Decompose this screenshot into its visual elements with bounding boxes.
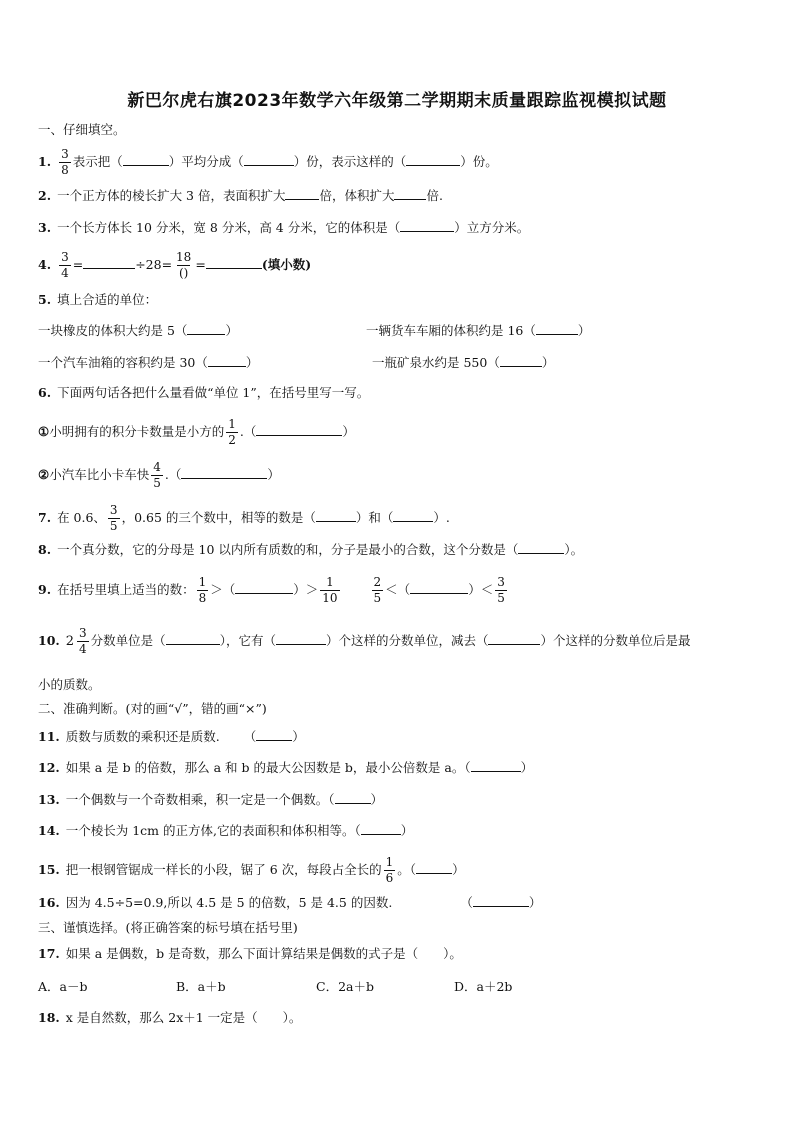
answer-blank[interactable]	[235, 580, 293, 594]
fraction: $\frac{3}{4}$	[61, 250, 69, 280]
answer-blank[interactable]	[488, 631, 540, 645]
fraction: $\frac{1}{2}$	[228, 417, 236, 447]
question-18: 18. x 是自然数，那么 2x＋1 一定是（ ）。	[38, 1010, 302, 1025]
q6-item-1: ①小明拥有的积分卡数量是小方的 $\frac{1}{2}$ .（ ）	[38, 417, 355, 447]
q5-item-b: 一辆货车车厢的体积约是 16（ ）	[366, 323, 591, 338]
fraction: $\frac{3}{5}$	[109, 503, 118, 533]
fraction: $\frac{3}{8}$	[61, 147, 69, 177]
answer-blank[interactable]	[187, 321, 225, 335]
section-heading-judge: 二、准确判断。(对的画“√”，错的画“×”)	[38, 701, 267, 716]
section-heading-choice: 三、谨慎选择。(将正确答案的标号填在括号里)	[38, 920, 298, 935]
q6-item-2: ②小汽车比小卡车快 $\frac{4}{5}$ .（ ）	[38, 460, 280, 490]
question-9: 9. 在括号里填上适当的数： $\frac{1}{8}$ ＞（ ）＞ $\frac{1}{10}$ $\frac{2}{5}$ ＜（ ）＜ $\frac{3}{5}$	[38, 575, 505, 605]
answer-blank[interactable]	[166, 631, 220, 645]
answer-blank[interactable]	[285, 186, 319, 200]
fraction: $\frac{1}{10}$	[322, 575, 338, 605]
fraction: $\frac{1}{6}$	[385, 855, 394, 885]
question-5: 5. 填上合适的单位：	[38, 292, 158, 307]
answer-blank[interactable]	[416, 860, 452, 874]
answer-blank[interactable]	[83, 255, 135, 269]
answer-blank[interactable]	[394, 186, 426, 200]
question-8: 8. 一个真分数，它的分母是 10 以内所有质数的和，分子是最小的合数，这个分数是（ ）。	[38, 542, 584, 557]
answer-blank[interactable]	[406, 152, 460, 166]
question-12: 12. 如果 a 是 b 的倍数，那么 a 和 b 的最大公因数是 b，最小公倍数是 a。（ ）	[38, 760, 534, 775]
fraction: $\frac{4}{5}$	[153, 460, 161, 490]
option-b[interactable]: B．a＋b	[176, 979, 226, 994]
answer-blank[interactable]	[123, 152, 169, 166]
question-1: 1. $\frac{3}{8}$ 表示把（ ）平均分成（ ）份，表示这样的（ ）份。	[38, 147, 498, 177]
question-7: 7. 在 0.6、 $\frac{3}{5}$ ，0.65 的三个数中，相等的数是（ ）和（ ）.	[38, 503, 450, 533]
answer-blank[interactable]	[361, 821, 401, 835]
question-14: 14. 一个棱长为 1cm 的正方体,它的表面积和体积相等。（ ）	[38, 823, 414, 838]
option-c[interactable]: C．2a＋b	[316, 979, 374, 994]
answer-blank[interactable]	[244, 152, 294, 166]
q5-item-d: 一瓶矿泉水约是 550（ ）	[372, 355, 555, 370]
answer-blank[interactable]	[518, 540, 564, 554]
question-11: 11. 质数与质数的乘积还是质数. （ ）	[38, 729, 305, 744]
question-13: 13. 一个偶数与一个奇数相乘，积一定是一个偶数。（ ）	[38, 792, 384, 807]
answer-blank[interactable]	[410, 580, 468, 594]
page-title: 新巴尔虎右旗2023年数学六年级第二学期期末质量跟踪监视模拟试题	[127, 91, 667, 111]
answer-blank[interactable]	[256, 422, 342, 436]
q5-item-c: 一个汽车油箱的容积约是 30（ ）	[38, 355, 259, 370]
answer-blank[interactable]	[500, 353, 542, 367]
q5-item-a: 一块橡皮的体积大约是 5（ ）	[38, 323, 238, 338]
answer-blank[interactable]	[316, 508, 356, 522]
question-10-cont: 小的质数。	[38, 677, 101, 692]
answer-blank[interactable]	[206, 255, 262, 269]
fraction: $\frac{1}{8}$	[198, 575, 207, 605]
question-17: 17. 如果 a 是偶数，b 是奇数，那么下面计算结果是偶数的式子是（ ）。	[38, 946, 462, 961]
answer-blank[interactable]	[393, 508, 433, 522]
question-2: 2. 一个正方体的棱长扩大 3 倍，表面积扩大 倍，体积扩大 倍.	[38, 188, 443, 203]
fraction: $\frac{18}{()}$	[176, 250, 192, 280]
answer-blank[interactable]	[276, 631, 326, 645]
mixed-number: 2 $\frac{3}{4}$	[65, 626, 87, 656]
question-10: 10. 2 $\frac{3}{4}$ 分数单位是（ ），它有（ ）个这样的分数单位，减去（ ）个这样的分数单位后是最	[38, 626, 691, 656]
fraction: $\frac{3}{5}$	[497, 575, 505, 605]
question-6: 6. 下面两句话各把什么量看做“单位 1”，在括号里写一写。	[38, 385, 370, 400]
answer-blank[interactable]	[471, 758, 521, 772]
answer-blank[interactable]	[335, 790, 371, 804]
option-d[interactable]: D．a＋2b	[454, 979, 513, 994]
question-16: 16. 因为 4.5÷5=0.9,所以 4.5 是 5 的倍数，5 是 4.5 的因数. （ ）	[38, 895, 542, 910]
answer-blank[interactable]	[536, 321, 578, 335]
answer-blank[interactable]	[208, 353, 246, 367]
answer-blank[interactable]	[181, 465, 267, 479]
question-3: 3. 一个长方体长 10 分米，宽 8 分米，高 4 分米，它的体积是（ ）立方分米。	[38, 220, 530, 235]
option-a[interactable]: A．a－b	[38, 979, 88, 994]
section-heading-fill-in: 一、仔细填空。	[38, 122, 126, 137]
question-4: 4. $\frac{3}{4}$ = ÷28= $\frac{18}{()}$ = (填小数)	[38, 250, 312, 280]
answer-blank[interactable]	[400, 218, 454, 232]
answer-blank[interactable]	[473, 893, 529, 907]
question-number: 1.	[38, 154, 52, 169]
question-15: 15. 把一根钢管锯成一样长的小段，锯了 6 次，每段占全长的 $\frac{1}{6}$ 。（ ）	[38, 855, 465, 885]
answer-blank[interactable]	[256, 727, 292, 741]
fraction: $\frac{2}{5}$	[373, 575, 382, 605]
